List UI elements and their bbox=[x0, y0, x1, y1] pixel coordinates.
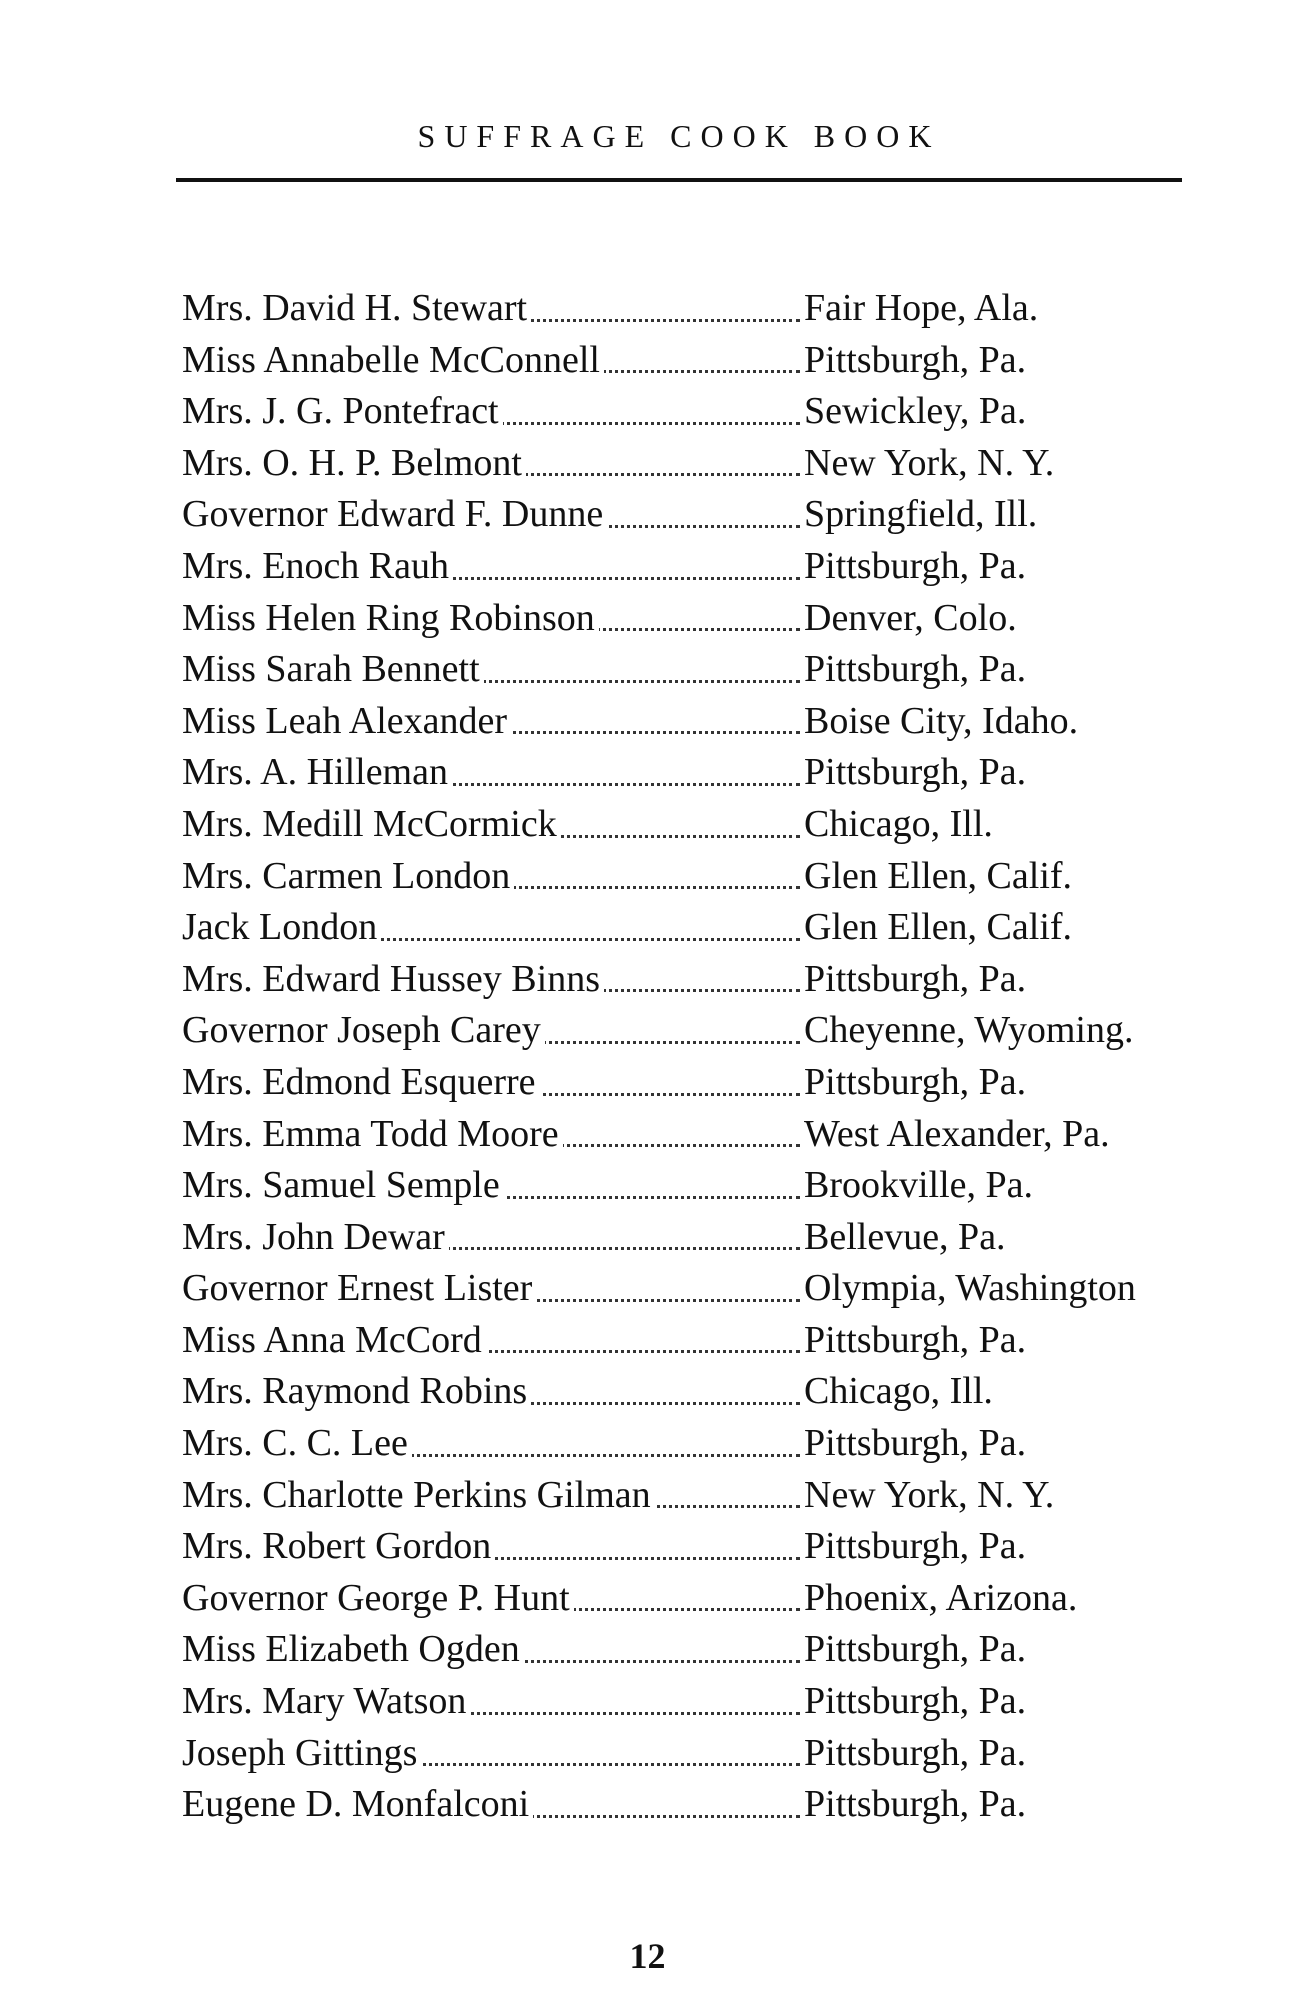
entry-name-leader bbox=[182, 1573, 800, 1625]
list-item bbox=[182, 644, 1192, 696]
list-item bbox=[182, 489, 1192, 541]
contributor-place: West Alexander, Pa. bbox=[804, 1112, 1110, 1155]
contributor-place: New York, N. Y. bbox=[804, 1473, 1055, 1516]
list-item bbox=[182, 1212, 1192, 1264]
contributor-place: Springfield, Ill. bbox=[804, 493, 1038, 536]
entry-name-leader bbox=[182, 799, 800, 851]
contributor-name: Governor George P. Hunt bbox=[182, 1577, 574, 1619]
entry-name-leader bbox=[182, 1057, 800, 1109]
contributor-name: Mrs. Raymond Robins bbox=[182, 1370, 531, 1412]
list-item bbox=[182, 902, 1192, 954]
list-item bbox=[182, 593, 1192, 645]
contributor-place: Olympia, Washington bbox=[804, 1267, 1136, 1310]
entry-name-leader bbox=[182, 1470, 800, 1522]
contributor-place: New York, N. Y. bbox=[804, 441, 1055, 484]
entry-name-leader bbox=[182, 1624, 800, 1676]
list-item bbox=[182, 1418, 1192, 1470]
entry-name-leader bbox=[182, 386, 800, 438]
contributor-name: Governor Ernest Lister bbox=[182, 1267, 536, 1309]
contributor-name: Mrs. Medill McCormick bbox=[182, 803, 561, 845]
list-item bbox=[182, 335, 1192, 387]
contributor-place: Pittsburgh, Pa. bbox=[804, 1783, 1027, 1826]
list-item bbox=[182, 541, 1192, 593]
contributor-place: Boise City, Idaho. bbox=[804, 699, 1079, 742]
list-item bbox=[182, 1573, 1192, 1625]
entry-name-leader bbox=[182, 593, 800, 645]
list-item bbox=[182, 1779, 1192, 1831]
entry-name-leader bbox=[182, 1160, 800, 1212]
contributor-place: Glen Ellen, Calif. bbox=[804, 906, 1073, 949]
contributor-name: Mrs. Robert Gordon bbox=[182, 1525, 495, 1567]
contributor-place: Chicago, Ill. bbox=[804, 802, 993, 845]
entry-name-leader bbox=[182, 1521, 800, 1573]
contributor-name: Mrs. Charlotte Perkins Gilman bbox=[182, 1474, 655, 1516]
list-item bbox=[182, 1057, 1192, 1109]
contributor-name: Miss Annabelle McConnell bbox=[182, 339, 604, 381]
list-item bbox=[182, 438, 1192, 490]
header-rule bbox=[176, 178, 1182, 182]
list-item bbox=[182, 1109, 1192, 1161]
contributor-name: Mrs. Edward Hussey Binns bbox=[182, 958, 604, 1000]
entry-name-leader bbox=[182, 747, 800, 799]
contributor-place: Pittsburgh, Pa. bbox=[804, 1731, 1027, 1774]
entry-name-leader bbox=[182, 851, 800, 903]
contributor-name: Miss Elizabeth Ogden bbox=[182, 1628, 524, 1670]
entry-name-leader bbox=[182, 489, 800, 541]
list-item bbox=[182, 799, 1192, 851]
contributor-name: Mrs. David H. Stewart bbox=[182, 287, 531, 329]
contributor-name: Mrs. C. C. Lee bbox=[182, 1422, 412, 1464]
contributor-place: Pittsburgh, Pa. bbox=[804, 648, 1027, 691]
entry-name-leader bbox=[182, 902, 800, 954]
contributor-name: Eugene D. Monfalconi bbox=[182, 1783, 533, 1825]
entry-name-leader bbox=[182, 1109, 800, 1161]
contributor-name: Governor Joseph Carey bbox=[182, 1009, 545, 1051]
list-item bbox=[182, 1624, 1192, 1676]
entry-name-leader bbox=[182, 541, 800, 593]
contributor-place: Cheyenne, Wyoming. bbox=[804, 1009, 1134, 1052]
contributor-place: Denver, Colo. bbox=[804, 596, 1017, 639]
contributor-name: Mrs. Carmen London bbox=[182, 855, 514, 897]
contributor-name: Mrs. Emma Todd Moore bbox=[182, 1113, 563, 1155]
entry-name-leader bbox=[182, 954, 800, 1006]
entry-name-leader bbox=[182, 1418, 800, 1470]
contributor-place: Pittsburgh, Pa. bbox=[804, 1060, 1027, 1103]
contributor-place: Brookville, Pa. bbox=[804, 1164, 1034, 1207]
entry-name-leader bbox=[182, 335, 800, 387]
entry-name-leader bbox=[182, 438, 800, 490]
list-item bbox=[182, 1366, 1192, 1418]
entry-name-leader bbox=[182, 1728, 800, 1780]
contributor-place: Pittsburgh, Pa. bbox=[804, 751, 1027, 794]
contributor-place: Pittsburgh, Pa. bbox=[804, 544, 1027, 587]
contributor-name: Mrs. Samuel Semple bbox=[182, 1164, 504, 1206]
contributor-name: Mrs. John Dewar bbox=[182, 1216, 449, 1258]
list-item bbox=[182, 696, 1192, 748]
contributor-name: Mrs. J. G. Pontefract bbox=[182, 390, 503, 432]
contributor-place: Bellevue, Pa. bbox=[804, 1215, 1006, 1258]
contributor-place: Phoenix, Arizona. bbox=[804, 1576, 1078, 1619]
list-item bbox=[182, 747, 1192, 799]
contributor-place: Pittsburgh, Pa. bbox=[804, 1628, 1027, 1671]
entry-name-leader bbox=[182, 1315, 800, 1367]
entry-name-leader bbox=[182, 1212, 800, 1264]
contributor-name: Mrs. Enoch Rauh bbox=[182, 545, 453, 587]
contributor-place: Sewickley, Pa. bbox=[804, 390, 1027, 433]
contributor-name: Joseph Gittings bbox=[182, 1732, 421, 1774]
contributor-place: Pittsburgh, Pa. bbox=[804, 1525, 1027, 1568]
list-item bbox=[182, 1728, 1192, 1780]
contributor-name: Miss Anna McCord bbox=[182, 1319, 486, 1361]
entry-name-leader bbox=[182, 644, 800, 696]
entry-name-leader bbox=[182, 1005, 800, 1057]
contributor-place: Glen Ellen, Calif. bbox=[804, 854, 1073, 897]
contributor-place: Pittsburgh, Pa. bbox=[804, 1422, 1027, 1465]
contributor-list bbox=[182, 283, 1192, 1831]
entry-name-leader bbox=[182, 1676, 800, 1728]
contributor-name: Miss Helen Ring Robinson bbox=[182, 597, 599, 639]
entry-name-leader bbox=[182, 1263, 800, 1315]
contributor-place: Pittsburgh, Pa. bbox=[804, 338, 1027, 381]
contributor-place: Pittsburgh, Pa. bbox=[804, 1680, 1027, 1723]
entry-name-leader bbox=[182, 696, 800, 748]
list-item bbox=[182, 1521, 1192, 1573]
contributor-name: Mrs. Edmond Esquerre bbox=[182, 1061, 540, 1103]
list-item bbox=[182, 1005, 1192, 1057]
contributor-name: Jack London bbox=[182, 906, 381, 948]
contributor-name: Mrs. A. Hilleman bbox=[182, 751, 452, 793]
entry-name-leader bbox=[182, 1366, 800, 1418]
contributor-place: Fair Hope, Ala. bbox=[804, 287, 1039, 329]
list-item bbox=[182, 1470, 1192, 1522]
list-item bbox=[182, 1160, 1192, 1212]
contributor-place: Pittsburgh, Pa. bbox=[804, 957, 1027, 1000]
contributor-name: Mrs. O. H. P. Belmont bbox=[182, 442, 526, 484]
entry-name-leader bbox=[182, 1779, 800, 1831]
list-item bbox=[182, 1315, 1192, 1367]
contributor-place: Chicago, Ill. bbox=[804, 1370, 993, 1413]
list-item bbox=[182, 954, 1192, 1006]
list-item bbox=[182, 283, 1192, 335]
list-item bbox=[182, 851, 1192, 903]
contributor-name: Governor Edward F. Dunne bbox=[182, 493, 607, 535]
contributor-name: Miss Sarah Bennett bbox=[182, 648, 484, 690]
contributor-name: Miss Leah Alexander bbox=[182, 700, 511, 742]
contributor-place: Pittsburgh, Pa. bbox=[804, 1318, 1027, 1361]
list-item bbox=[182, 1676, 1192, 1728]
contributor-name: Mrs. Mary Watson bbox=[182, 1680, 470, 1722]
list-item bbox=[182, 386, 1192, 438]
running-header-title: SUFFRAGE COOK BOOK bbox=[417, 118, 941, 154]
page-number: 12 bbox=[629, 1936, 666, 1976]
list-item bbox=[182, 1263, 1192, 1315]
entry-name-leader bbox=[182, 283, 800, 335]
